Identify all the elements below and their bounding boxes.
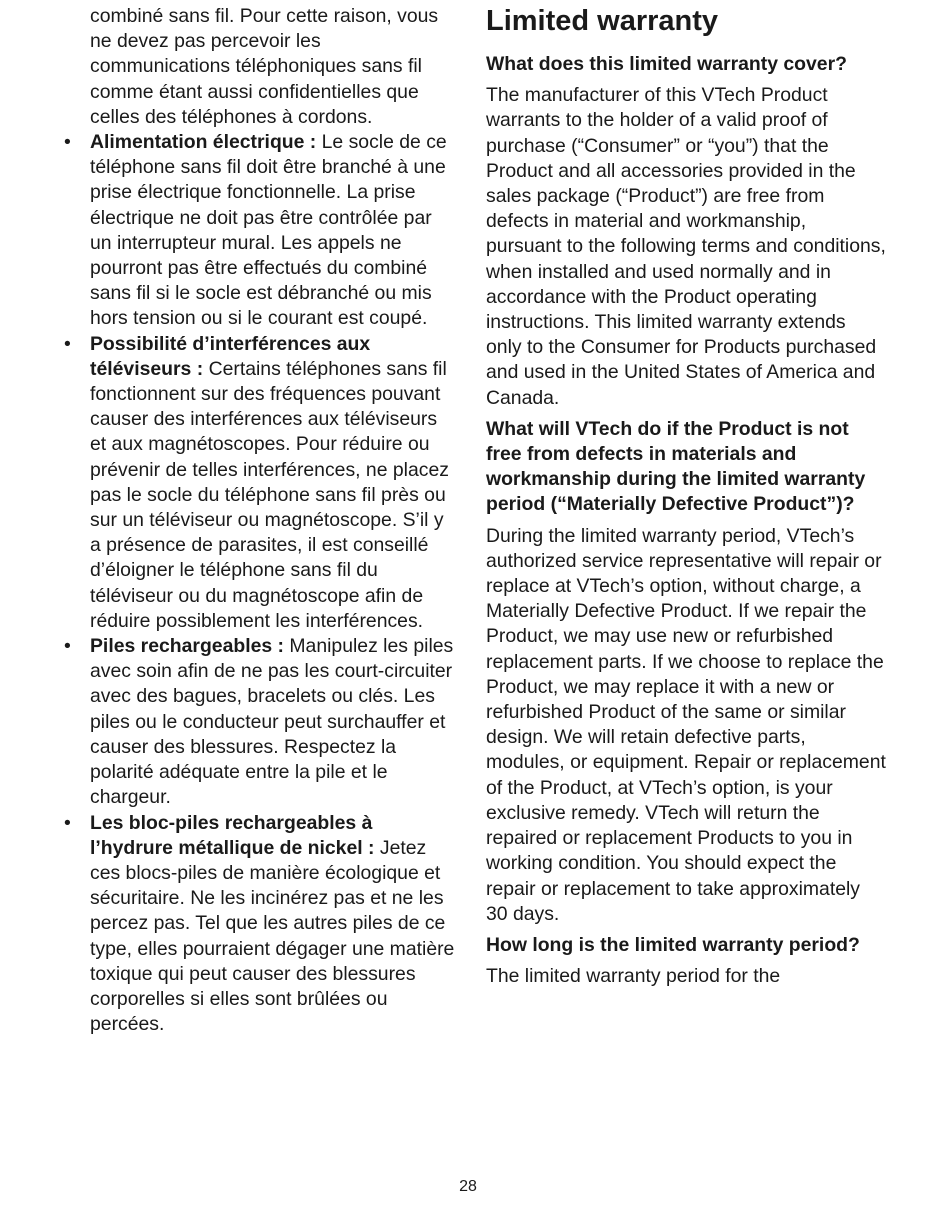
bullet-icon: • (64, 811, 71, 834)
bullet-term: Piles rechargeables : (90, 635, 285, 658)
question-heading-defective-product: What will VTech do if the Product is not free from defects in materials and workmanship during the limited warranty period (“Materially Defective Product”)? (486, 417, 866, 516)
answer-paragraph-coverage: The manufacturer of this VTech Product warrants to the holder of a valid proof of purchase (“Consumer” or “you”) that the Product and all accessories provided in the sales package (“Product”) are free from defects in material and workmanship, pursuant to the following terms and conditions, when installed and used normally and in accordance with the Product operating instructions. This limited warranty extends only to the Consumer for Products purchased and used in the United States of America and Canada. (486, 84, 886, 409)
section-title: Limited warranty (486, 5, 719, 37)
left-column (64, 4, 456, 1037)
bullet-text: Manipulez les piles avec soin afin de ne pas les court-circuiter avec des bagues, bracelets ou clés. Les piles ou le conducteur peut surchauffer et causer des blessures. Respectez la polarité adéquate entre la pile et le chargeur. (90, 635, 454, 809)
bullet-item-power (64, 130, 456, 332)
bullet-text: Certains téléphones sans fil fonctionnent sur des fréquences pouvant causer des interférences aux téléviseurs et aux magnétoscopes. Pour réduire ou prévenir de telles interférences, ne placez pas le socle du téléphone sans fil près ou sur un téléviseur ou magnétoscope. S’il y a présence de parasites, il est conseillé d’éloigner le téléphone sans fil du téléviseur ou du magnétoscope afin de réduire possiblement les interférences. (90, 357, 449, 632)
bullet-text: Jetez ces blocs-piles de manière écologique et sécuritaire. Ne les incinérez pas et ne les percez pas. Tel que les autres piles de ce type, elles pourraient dégager une matière toxique qui peut causer des blessures corporelles si elles sont brûlées ou percées. (90, 836, 455, 1036)
safety-bullet-list (64, 130, 456, 1037)
bullet-icon: • (64, 131, 71, 154)
bullet-item-nimh-battery-packs (64, 811, 456, 1038)
bullet-icon: • (64, 332, 71, 355)
right-column (486, 4, 886, 995)
bullet-term: Les bloc-piles rechargeables à l’hydrure métallique de nickel : (90, 811, 375, 859)
question-heading-coverage: What does this limited warranty cover? (486, 53, 847, 75)
bullet-term: Alimentation électrique : (90, 131, 317, 154)
bullet-term: Possibilité d’interférences aux téléviseurs : (90, 332, 371, 380)
page-number: 28 (459, 1178, 477, 1195)
bullet-item-rechargeable-batteries (64, 634, 456, 810)
answer-paragraph-defective-product: During the limited warranty period, VTech’s authorized service representative will repair or replace at VTech’s option, without charge, a Materially Defective Product. If we repair the Product, we may use new or refurbished replacement parts. If we choose to replace the Product, we may replace it with a new or refurbished Product of the same or similar design. We will retain defective parts, modules, or equipment. Repair or replacement of the Product, at VTech’s option, is your exclusive remedy. VTech will return the repaired or replacement Products to you in working condition. You should expect the repair or replacement to take approximately 30 days. (486, 524, 886, 925)
intro-continuation: combiné sans fil. Pour cette raison, vous ne devez pas percevoir les communications téléphoniques sans fil comme étant aussi confidentielles que celles des téléphones à cordons. (90, 5, 439, 128)
answer-paragraph-warranty-period: The limited warranty period for the (486, 965, 781, 988)
bullet-item-tv-interference (64, 332, 456, 634)
question-heading-warranty-period: How long is the limited warranty period? (486, 933, 860, 956)
bullet-icon: • (64, 635, 71, 658)
bullet-text: Le socle de ce téléphone sans fil doit être branché à une prise électrique fonctionnelle. La prise électrique ne doit pas être contrôlée par un interrupteur mural. Les appels ne pourront pas être effectués du combiné sans fil si le socle est débranché ou mis hors tension ou si le courant est coupé. (90, 131, 447, 330)
